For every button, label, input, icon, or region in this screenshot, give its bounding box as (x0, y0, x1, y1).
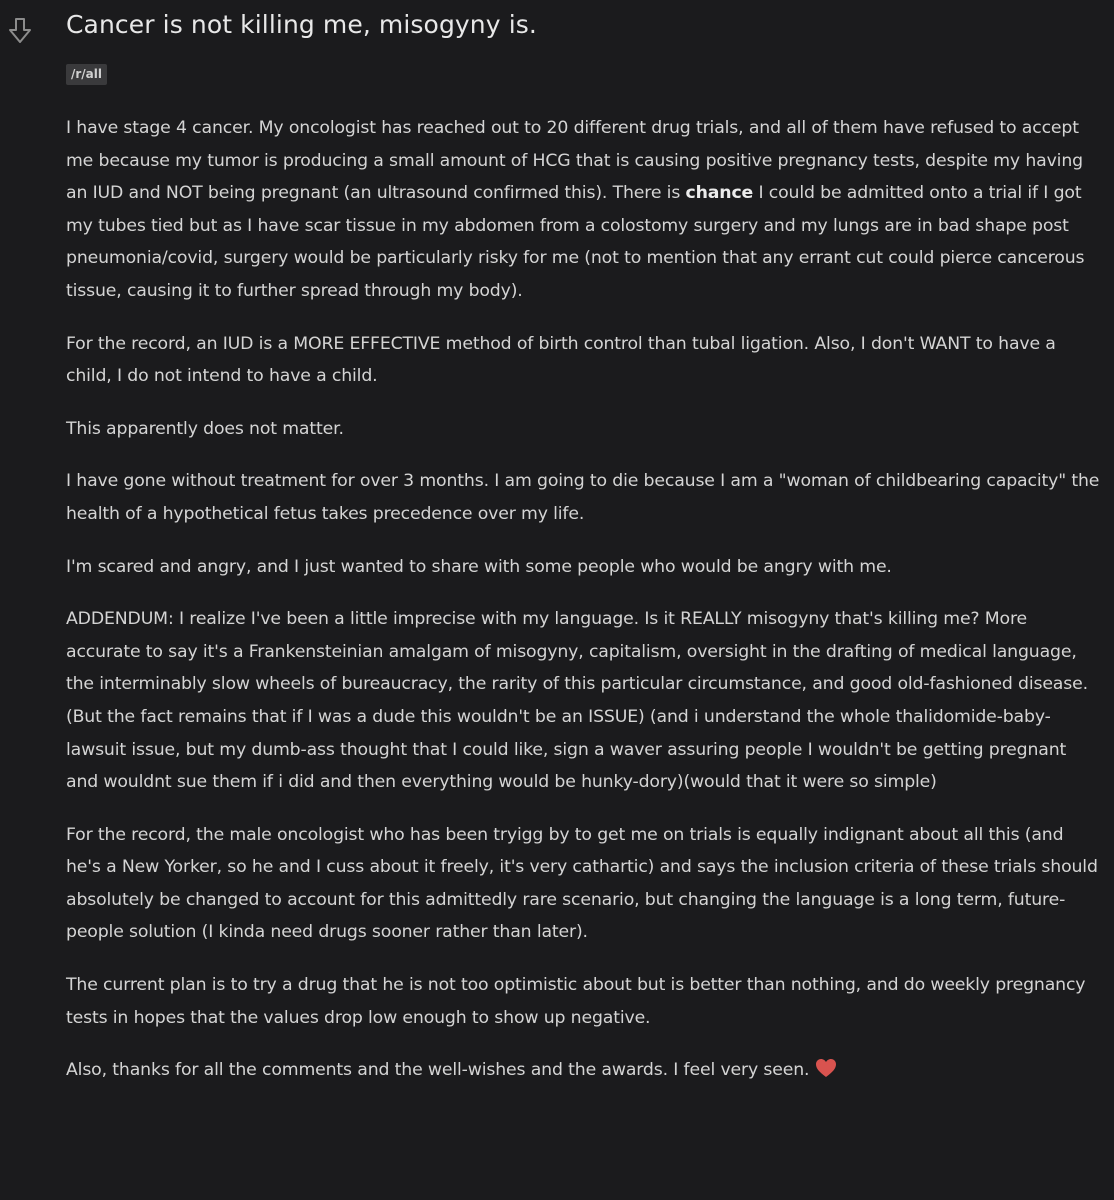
paragraph-1 (66, 112, 1100, 308)
paragraph-1-bold: chance (685, 183, 754, 204)
paragraph-8: The current plan is to try a drug that he is not too optimistic about but is better than nothing, and do weekly pregnancy tests in hopes that the values drop low enough to show up negative. (66, 975, 1086, 1028)
paragraph-addendum: ADDENDUM: I realize I've been a little imprecise with my language. Is it REALLY misogyny that's killing me? More accurate to say it's a Frankensteinian amalgam of misogyny, capitalism, oversight in the drafting of medical language, the interminably slow wheels of bureaucracy, the rarity of this particular circumstance, and good old-fashioned disease. (But the fact remains that if I was a dude this wouldn't be an ISSUE) (and i understand the whole thalidomide-baby-lawsuit issue, but my dumb-ass thought that I could like, sign a waver assuring people I wouldn't be getting pregnant and wouldnt sue them if i did and then everything would be hunky-dory)(would that it were so simple) (66, 609, 1088, 793)
paragraph-7: For the record, the male oncologist who has been tryigg by to get me on trials is equally indignant about all this (and he's a New Yorker, so he and I cuss about it freely, it's very cathartic) and says the inclusion criteria of these trials should absolutely be changed to account for this admittedly rare scenario, but changing the language is a long term, future-people solution (I kinda need drugs sooner rather than later). (66, 824, 1098, 943)
paragraph-5: I'm scared and angry, and I just wanted to share with some people who would be angry with me. (66, 556, 892, 577)
downvote-arrow-icon[interactable] (8, 16, 32, 46)
paragraph-2: For the record, an IUD is a MORE EFFECTIVE method of birth control than tubal ligation. Also, I don't WANT to have a child, I do not intend to have a child. (66, 333, 1056, 387)
paragraph-3: This apparently does not matter. (66, 418, 344, 439)
post-body (66, 112, 1100, 1090)
paragraph-1-end: I could be admitted onto a trial if I got my tubes tied but as I have scar tissue in my abdomen from a colostomy surgery and my lungs are in bad shape post pneumonia/covid, surgery would be particularly risky for me (not to mention that any errant cut could pierce cancerous tissue, causing it to further spread through my body). (66, 183, 1085, 301)
paragraph-4: I have gone without treatment for over 3 months. I am going to die because I am a "woman of childbearing capacity" the health of a hypothetical fetus takes precedence over my life. (66, 471, 1100, 524)
heart-icon (815, 1057, 837, 1090)
post-title[interactable]: Cancer is not killing me, misogyny is. (66, 10, 537, 39)
paragraph-1-start: I have stage 4 cancer. My oncologist has reached out to 20 different drug trials, and all of them have refused to accept me because my tumor is producing a small amount of HCG that is causing positive pregnancy tests, despite my having an IUD and NOT being pregnant (an ultrasound confirmed this). There is (66, 118, 1083, 204)
flair-badge[interactable]: /r/all (66, 64, 107, 85)
paragraph-9-text: Also, thanks for all the comments and the well-wishes and the awards. I feel very seen. (66, 1060, 810, 1081)
paragraph-9 (66, 1054, 1100, 1090)
